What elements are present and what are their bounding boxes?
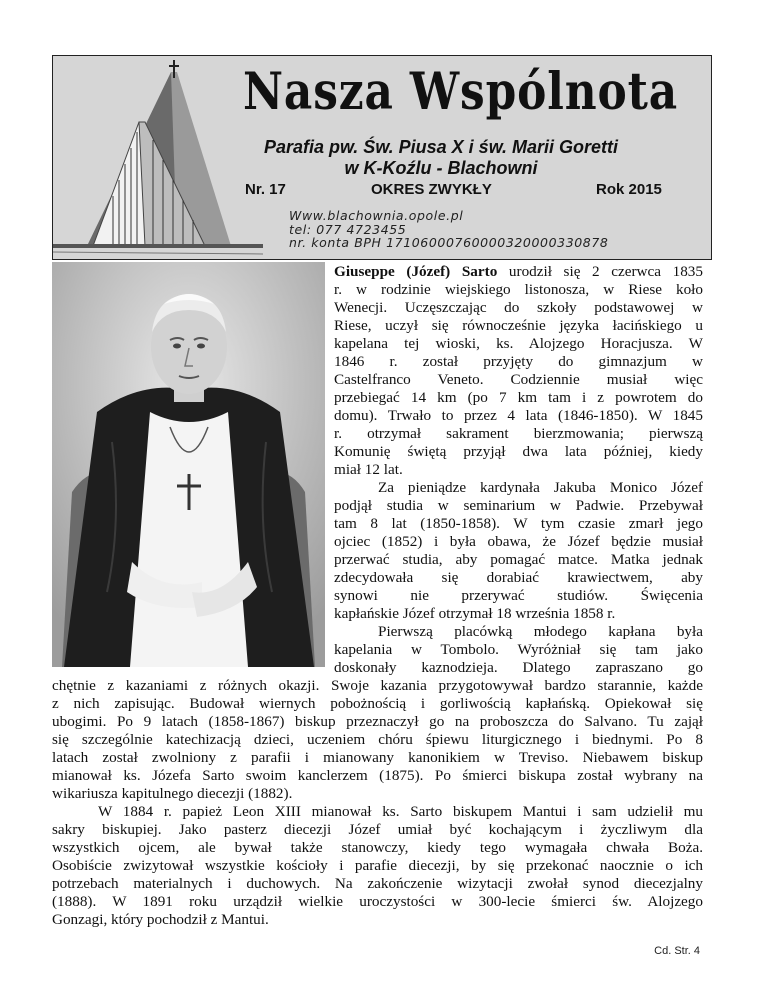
masthead-box bbox=[52, 55, 712, 260]
article-line: ubogimi. Po 9 latach (1858-1867) biskup przeznaczył go na proboszcza do Salvano. Tu zajął bbox=[52, 713, 703, 730]
article-line: Wenecji. Uczęszczając do szkoły podstawowej w bbox=[334, 299, 703, 316]
article-line: Za pieniądze kardynała Jakuba Monico Józef bbox=[378, 479, 703, 496]
article-line: W 1884 r. papież Leon XIII mianował ks. Sarto biskupem Mantui i sam udzielił mu bbox=[98, 803, 703, 820]
article-line: Giuseppe (Józef) Sarto urodził się 2 czerwca 1835 bbox=[334, 263, 703, 280]
article-line: Gonzagi, który pochodził z Mantui. bbox=[52, 911, 269, 928]
liturgical-season: OKRES ZWYKŁY bbox=[371, 181, 492, 198]
article-line: mianował ks. Józefa Sarto swoim kanclerzem (1875). Po śmierci biskupa został wybrany na bbox=[52, 767, 703, 784]
article-line: r. w rodzinie wiejskiego listonosza, w Riese koło bbox=[334, 281, 703, 298]
issue-year: Rok 2015 bbox=[596, 181, 662, 198]
newsletter-title: Nasza Wspólnota bbox=[242, 62, 679, 122]
article-line: podjął studia w seminarium w Padwie. Przebywał bbox=[334, 497, 703, 514]
article-line: kapelana tej wioski, ks. Alojzego Horacjusza. W bbox=[334, 335, 703, 352]
website-link[interactable]: Www.blachownia.opole.pl bbox=[289, 208, 464, 223]
contact-info bbox=[289, 209, 608, 250]
article-line: chętnie z kazaniami z różnych okazji. Swoje kazania przygotowywał bardzo starannie, każde bbox=[52, 677, 703, 694]
article-line: domu). Trwało to przez 4 lata (1846-1850). W 1845 bbox=[334, 407, 703, 424]
article-line: z nich zapisując. Budował wiernych pobożnością i gorliwością kapłańską. Opiekował się bbox=[52, 695, 703, 712]
bank-account: nr. konta BPH 17106000760000320000330878 bbox=[289, 235, 609, 250]
article-line: wikariusza kapitulnego diecezji (1882). bbox=[52, 785, 293, 802]
article-line: przerwać studia, aby pomagać matce. Matka jednak bbox=[334, 551, 703, 568]
parish-name bbox=[231, 137, 651, 179]
article-line: Osobiście zwizytował wszystkie kościoły i parafie diecezji, by się przekonać naocznie o ich bbox=[52, 857, 703, 874]
article-line: się szczególnie katechizacją dzieci, uczeniem chóru śpiewu liturgicznego i biednymi. Po 8 bbox=[52, 731, 703, 748]
parish-line-1: Parafia pw. Św. Piusa X i św. Marii Goretti bbox=[263, 137, 619, 157]
article-line: 1846 r. został przyjęty do gimnazjum w bbox=[334, 353, 703, 370]
article-line: (1888). W 1891 roku urządził wielkie uroczystości w 300-lecie śmierci św. Alojzego bbox=[52, 893, 703, 910]
article-line: kapłańskie Józef otrzymał 18 września 1858 r. bbox=[334, 605, 616, 622]
issue-number: Nr. 17 bbox=[245, 181, 286, 198]
article-line: zdecydowała się dorabiać krawiectwem, aby bbox=[334, 569, 703, 586]
article-line: latach został zwolniony z parafii i mianowany kanonikiem w Treviso. Niebawem biskup bbox=[52, 749, 703, 766]
phone-number: tel: 077 4723455 bbox=[289, 221, 407, 237]
article-line: miał 12 lat. bbox=[334, 461, 403, 478]
parish-line-2: w K-Koźlu - Blachowni bbox=[344, 158, 538, 178]
article-line: synowi nie przerywać studiów. Święcenia bbox=[334, 587, 703, 604]
article-line: Pierwszą placówką młodego kapłana była bbox=[378, 623, 703, 640]
article-line: przebiegać 14 km (po 7 km tam i z powrotem do bbox=[334, 389, 703, 406]
article-line: potrzebach materialnych i duchowych. Na zakończenie wizytacji zwołał synod diecezjalny bbox=[52, 875, 703, 892]
article-line: kapelania w Tombolo. Wyróżniał się tam jako bbox=[334, 641, 703, 658]
article-line: Komunię świętą przyjął dwa lata później, kiedy bbox=[334, 443, 703, 460]
article-line: wszystkich ojcem, ale bywał także stanowczy, kiedy tego wymagała chwała Boża. bbox=[52, 839, 703, 856]
pope-portrait-photo bbox=[52, 262, 325, 667]
article-line: doskonały kaznodzieja. Dlatego zapraszano go bbox=[334, 659, 703, 676]
article-line: ojciec (1852) i była obawa, że Józef będzie musiał bbox=[334, 533, 703, 550]
article-line: sakry biskupiej. Jako pasterz diecezji Józef umiał być kochającym i życzliwym dla bbox=[52, 821, 703, 838]
article-line: Castelfranco Veneto. Codziennie musiał więc bbox=[334, 371, 703, 388]
article-line: Riese, uczył się równocześnie języka łacińskiego u bbox=[334, 317, 703, 334]
continued-on-page: Cd. Str. 4 bbox=[654, 945, 700, 957]
article-line: tam 8 lat (1850-1858). W tym czasie zmarł jego bbox=[334, 515, 703, 532]
article-line: r. otrzymał sakrament bierzmowania; pierwszą bbox=[334, 425, 703, 442]
